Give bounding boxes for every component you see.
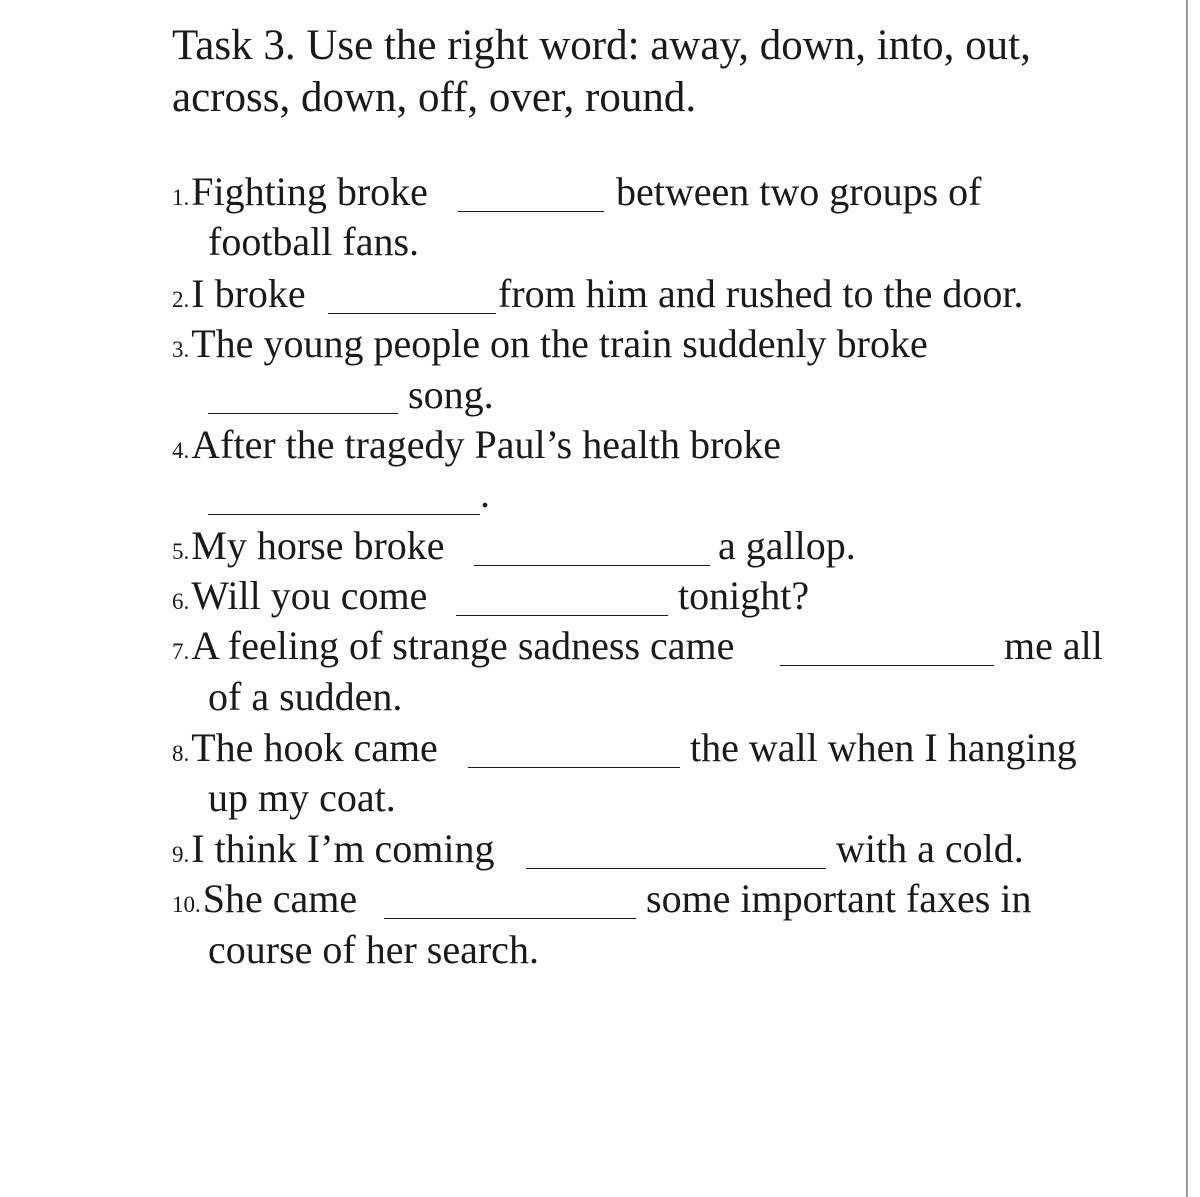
item-2-blank[interactable]	[328, 313, 496, 314]
item-6-text-before: Will you come	[191, 573, 428, 618]
item-4-blank[interactable]	[208, 514, 480, 515]
item-2-text-after: from him and rushed to the door.	[498, 271, 1024, 316]
page-edge-divider	[1186, 0, 1188, 1197]
item-number: 4.	[172, 438, 190, 463]
item-9-line	[172, 825, 495, 879]
item-7-text-before: A feeling of strange sadness came	[191, 623, 735, 668]
item-5-text-before: My horse broke	[191, 523, 445, 568]
item-1-continuation: football fans.	[208, 219, 420, 264]
item-10-text-before: She came	[202, 876, 358, 921]
item-7-continuation: of a sudden.	[208, 674, 403, 719]
item-5-line	[172, 522, 445, 576]
item-7-line	[172, 622, 734, 676]
item-4-text-after: .	[480, 471, 490, 516]
item-2-line	[172, 270, 306, 324]
item-9-blank[interactable]	[526, 868, 826, 869]
item-3-text-after: song.	[408, 372, 494, 417]
item-3-blank[interactable]	[208, 413, 398, 414]
item-4-text-before: After the tragedy Paul’s health broke	[191, 422, 782, 467]
item-6-text-after: tonight?	[678, 573, 810, 618]
item-number: 1.	[172, 185, 190, 210]
item-6-line	[172, 572, 427, 626]
item-8-text-before: The hook came	[191, 725, 438, 770]
item-number: 6.	[172, 589, 190, 614]
item-9-text-after: with a cold.	[836, 826, 1024, 871]
item-1-line	[172, 168, 428, 222]
item-10-blank[interactable]	[384, 918, 636, 919]
item-6-blank[interactable]	[456, 615, 668, 616]
item-4-line	[172, 421, 781, 475]
task-title-line-2: across, down, off, over, round.	[172, 74, 697, 121]
item-number: 2.	[172, 287, 190, 312]
task-title	[172, 20, 1072, 124]
task-title-line-1: Task 3. Use the right word: away, down, into, out,	[172, 22, 1031, 69]
item-1-text-before: Fighting broke	[191, 169, 428, 214]
item-10-line	[172, 875, 357, 929]
item-5-blank[interactable]	[474, 565, 710, 566]
item-8-blank[interactable]	[468, 767, 680, 768]
item-number: 5.	[172, 539, 190, 564]
item-10-continuation: course of her search.	[208, 927, 539, 972]
item-8-line	[172, 724, 438, 778]
item-10-text-after: some important faxes in	[646, 876, 1032, 921]
item-1-blank[interactable]	[458, 211, 604, 212]
item-number: 10.	[172, 892, 201, 917]
item-3-text-before: The young people on the train suddenly broke	[191, 321, 928, 366]
item-7-text-after: me all	[1004, 623, 1103, 668]
item-2-text-before: I broke	[191, 271, 306, 316]
item-5-text-after: a gallop.	[718, 523, 856, 568]
item-8-text-after: the wall when I hanging	[690, 725, 1077, 770]
item-1-text-after: between two groups of	[616, 169, 982, 214]
item-number: 3.	[172, 337, 190, 362]
item-8-continuation: up my coat.	[208, 775, 396, 820]
item-number: 7.	[172, 639, 190, 664]
item-3-line	[172, 320, 928, 374]
item-number: 8.	[172, 741, 190, 766]
item-7-blank[interactable]	[780, 665, 994, 666]
item-number: 9.	[172, 842, 190, 867]
item-9-text-before: I think I’m coming	[191, 826, 495, 871]
